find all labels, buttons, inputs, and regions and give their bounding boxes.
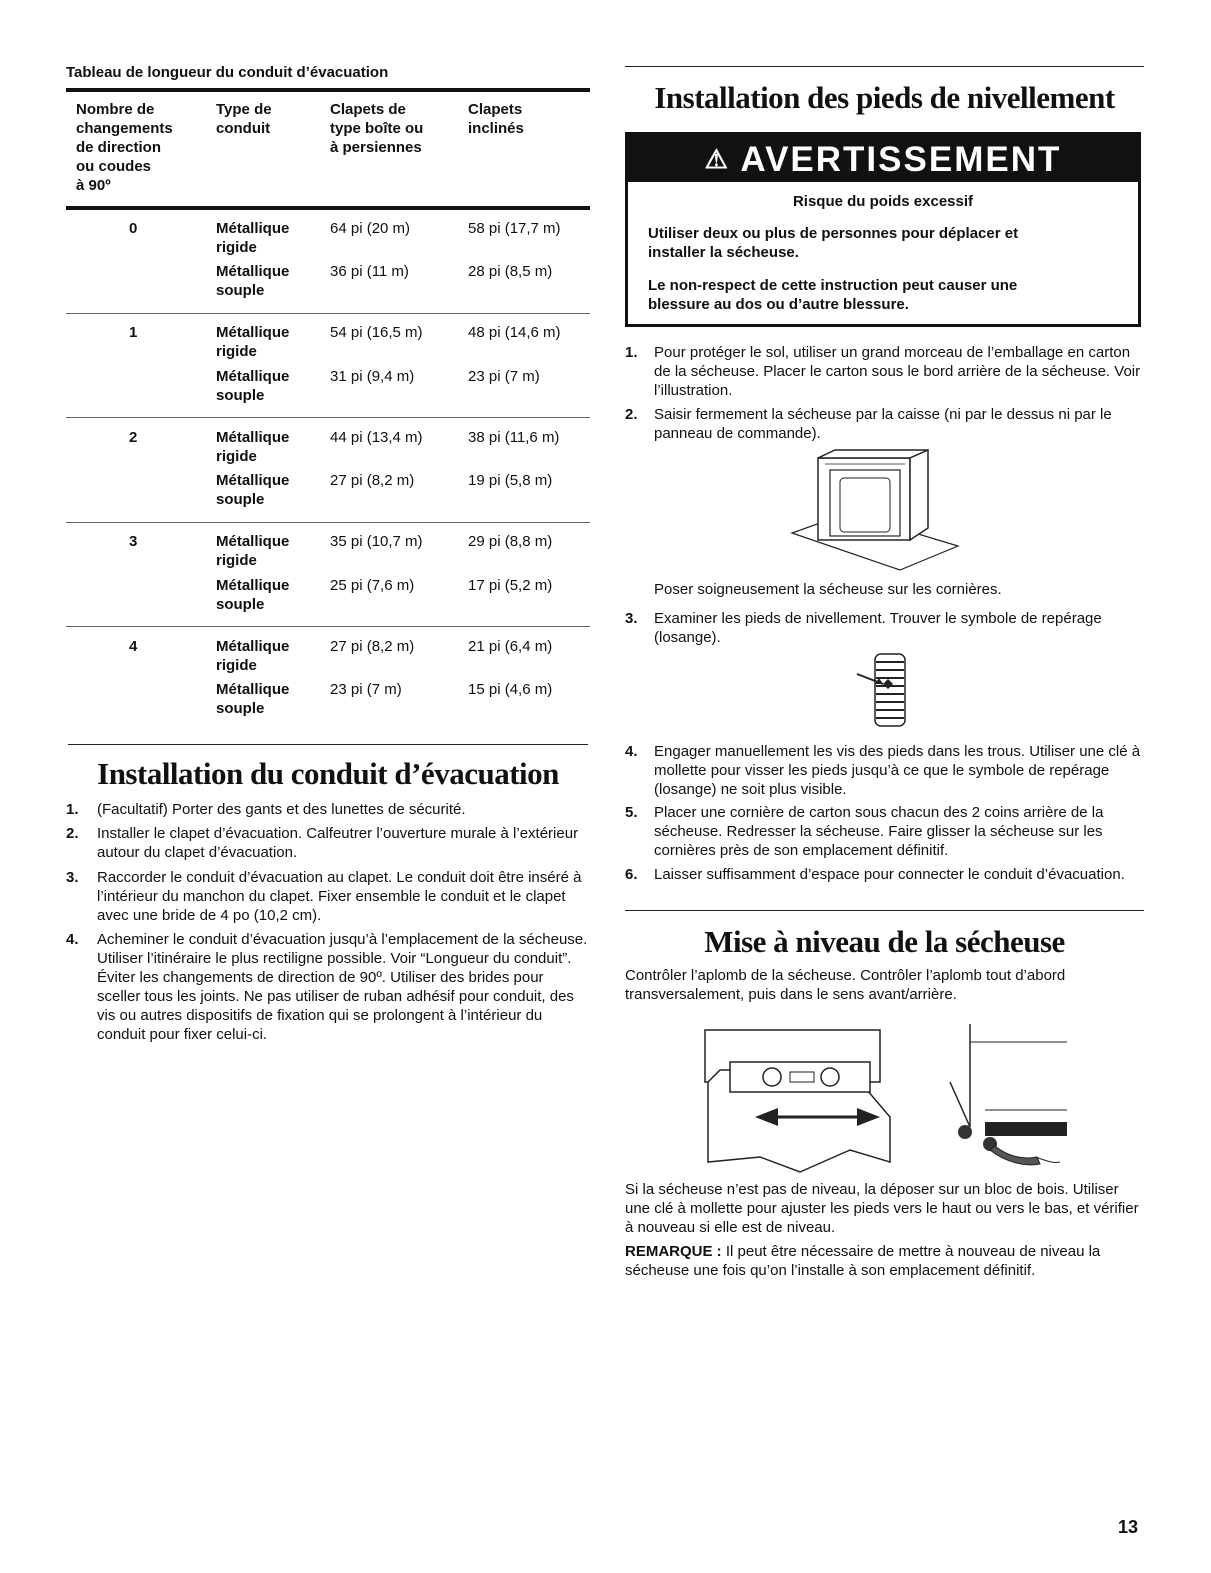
table-row-divider <box>66 313 590 314</box>
note-label: REMARQUE : <box>625 1243 722 1260</box>
table-cell-box: 35 pi (10,7 m) <box>330 533 423 550</box>
list-text: Laisser suffisamment d’espace pour connecter le conduit d’évacuation. <box>654 866 1125 883</box>
warning-triangle-icon: ⚠ <box>704 144 730 174</box>
after-illustration-text: Poser soigneusement la sécheuse sur les cornières. <box>654 581 1002 598</box>
table-cell-angled: 28 pi (8,5 m) <box>468 263 553 280</box>
table-group-count: 2 <box>129 429 138 446</box>
table-cell-box: 31 pi (9,4 m) <box>330 368 415 385</box>
table-cell-type: Métallique souple <box>216 368 290 404</box>
note-text: Il peut être nécessaire de mettre à nouveau de niveau la sécheuse une fois qu’on l’installe à son emplacement définitif. <box>625 1243 1101 1279</box>
list-text: Pour protéger le sol, utiliser un grand morceau de l’emballage en carton de la sécheuse. Placer le carton sous le bord arrière de la sécheuse. Voir l’illustration. <box>654 344 1141 399</box>
table-title: Tableau de longueur du conduit d’évacuation <box>66 64 389 81</box>
list-text: Examiner les pieds de nivellement. Trouver le symbole de repérage (losange). <box>654 610 1102 646</box>
table-group-count: 4 <box>129 638 138 655</box>
table-cell-type: Métallique souple <box>216 263 290 299</box>
dryer-on-cardboard-illustration <box>790 448 960 573</box>
warning-header <box>628 135 1138 182</box>
list-text: Saisir fermement la sécheuse par la caisse (ni par le dessus ni par le panneau de commande). <box>654 406 1112 442</box>
section-title-leveling: Mise à niveau de la sécheuse <box>704 924 1065 959</box>
section-divider <box>625 910 1144 911</box>
warning-subtitle: Risque du poids excessif <box>792 193 974 210</box>
list-text: Installer le clapet d’évacuation. Calfeutrer l’ouverture murale à l’extérieur autour du clapet d’évacuation. <box>97 825 579 861</box>
section-divider <box>68 744 588 745</box>
side-to-side-level-illustration <box>700 1022 900 1174</box>
table-header-count: Nombre de changements de direction ou coudes à 90º <box>76 101 173 194</box>
table-cell-type: Métallique rigide <box>216 638 290 674</box>
table-cell-box: 23 pi (7 m) <box>330 681 402 698</box>
list-number: 5. <box>625 804 638 821</box>
table-cell-type: Métallique rigide <box>216 533 290 569</box>
table-cell-angled: 19 pi (5,8 m) <box>468 472 553 489</box>
table-group-count: 1 <box>129 324 138 341</box>
list-text: Engager manuellement les vis des pieds dans les trous. Utiliser une clé à mollette pour visser les pieds jusqu’à ce que le symbole de repérage (losange) ne soit plus visible. <box>654 743 1141 798</box>
list-text: (Facultatif) Porter des gants et des lunettes de sécurité. <box>97 801 466 818</box>
list-text: Placer une cornière de carton sous chacun des 2 coins arrière de la sécheuse. Redresser la sécheuse. Faire glisser la sécheuse sur les cornières près de son emplacement définitif. <box>654 804 1104 859</box>
table-cell-type: Métallique rigide <box>216 220 290 256</box>
table-cell-type: Métallique souple <box>216 577 290 613</box>
table-header-angled-vent: Clapets inclinés <box>468 101 524 137</box>
table-cell-angled: 17 pi (5,2 m) <box>468 577 553 594</box>
table-cell-box: 25 pi (7,6 m) <box>330 577 415 594</box>
table-cell-type: Métallique rigide <box>216 429 290 465</box>
table-cell-box: 44 pi (13,4 m) <box>330 429 423 446</box>
list-number: 4. <box>66 931 79 948</box>
table-cell-angled: 23 pi (7 m) <box>468 368 540 385</box>
list-number: 2. <box>625 406 638 423</box>
warning-consequence: Le non-respect de cette instruction peut causer une blessure au dos ou d’autre blessure. <box>648 277 1018 313</box>
warning-box <box>625 132 1141 327</box>
table-cell-box: 27 pi (8,2 m) <box>330 638 415 655</box>
list-text: Acheminer le conduit d’évacuation jusqu’à l’emplacement de la sécheuse. Utiliser l’itinéraire le plus rectiligne possible. Voir “Longueur du conduit”. Éviter les changements de direction de 90º. Utiliser des brides pour sceller tous les joints. Ne pas utiliser de ruban adhésif pour conduit, des vis ou autres dispositifs de fixation qui se prolongent à l’intérieur du conduit pour fixer celui-ci. <box>97 931 588 1043</box>
section-title-leveling-legs: Installation des pieds de nivellement <box>654 80 1115 115</box>
table-cell-type: Métallique souple <box>216 472 290 508</box>
table-header-type: Type de conduit <box>216 101 272 137</box>
list-number: 6. <box>625 866 638 883</box>
table-group-count: 0 <box>129 220 138 237</box>
front-to-back-level-illustration <box>945 1022 1070 1174</box>
list-number: 3. <box>625 610 638 627</box>
leveling-paragraph: Si la sécheuse n’est pas de niveau, la déposer sur un bloc de bois. Utiliser une clé à mollette pour ajuster les pieds vers le haut ou vers le bas, et vérifier à nouveau si elle est de niveau. <box>625 1181 1139 1236</box>
table-row-divider <box>66 626 590 627</box>
table-cell-angled: 21 pi (6,4 m) <box>468 638 553 655</box>
table-header-box-vent: Clapets de type boîte ou à persiennes <box>330 101 424 156</box>
leveling-note <box>625 1242 1140 1280</box>
warning-instruction: Utiliser deux ou plus de personnes pour déplacer et installer la sécheuse. <box>648 225 1019 261</box>
table-cell-box: 54 pi (16,5 m) <box>330 324 423 341</box>
table-top-rule <box>66 88 590 92</box>
table-group-count: 3 <box>129 533 138 550</box>
table-cell-box: 64 pi (20 m) <box>330 220 411 237</box>
list-number: 1. <box>66 801 79 818</box>
table-cell-angled: 58 pi (17,7 m) <box>468 220 561 237</box>
list-text: Raccorder le conduit d’évacuation au clapet. Le conduit doit être inséré à l’intérieur du manchon du clapet. Fixer ensemble le conduit et le clapet avec une bride de 4 po (10,2 cm). <box>97 869 582 924</box>
table-cell-box: 36 pi (11 m) <box>330 263 409 280</box>
leveling-intro: Contrôler l’aplomb de la sécheuse. Contrôler l’aplomb tout d’abord transversalement, puis dans le sens avant/arrière. <box>625 967 1066 1003</box>
table-cell-type: Métallique rigide <box>216 324 290 360</box>
leveling-leg-illustration <box>855 650 925 735</box>
list-number: 2. <box>66 825 79 842</box>
table-header-rule <box>66 206 590 210</box>
section-divider <box>625 66 1144 67</box>
list-number: 1. <box>625 344 638 361</box>
warning-title-line <box>628 140 1138 180</box>
table-row-divider <box>66 417 590 418</box>
table-cell-angled: 29 pi (8,8 m) <box>468 533 553 550</box>
table-cell-angled: 48 pi (14,6 m) <box>468 324 561 341</box>
table-row-divider <box>66 522 590 523</box>
section-title-duct: Installation du conduit d’évacuation <box>97 756 559 791</box>
table-cell-type: Métallique souple <box>216 681 290 717</box>
table-cell-box: 27 pi (8,2 m) <box>330 472 415 489</box>
table-cell-angled: 15 pi (4,6 m) <box>468 681 553 698</box>
table-cell-angled: 38 pi (11,6 m) <box>468 429 560 446</box>
page-number: 13 <box>1118 1517 1139 1537</box>
warning-title: AVERTISSEMENT <box>740 140 1062 179</box>
list-number: 3. <box>66 869 79 886</box>
list-number: 4. <box>625 743 638 760</box>
